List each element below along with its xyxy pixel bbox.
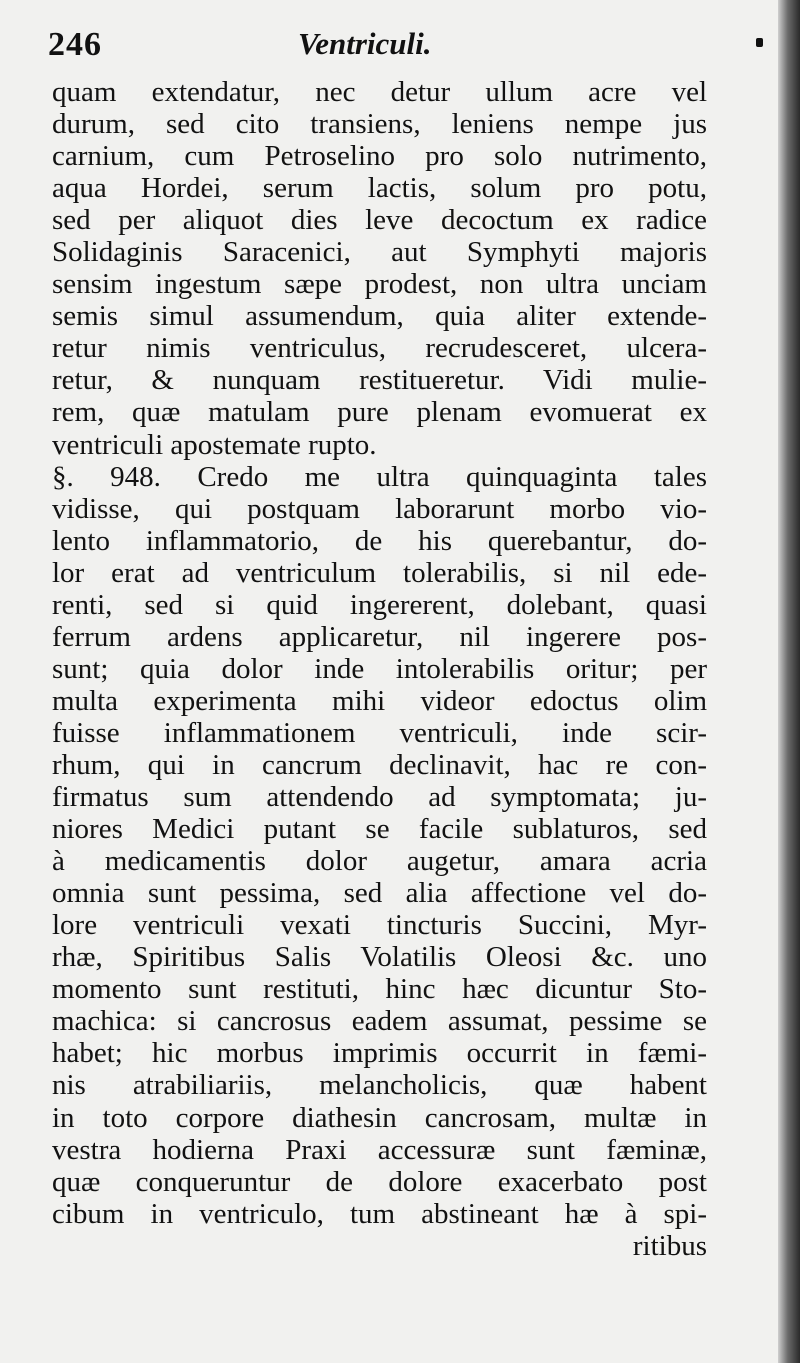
text-line: vidisse, qui postquam laborarunt morbo vio- <box>52 492 707 525</box>
text-line: renti, sed si quid ingererent, dolebant, quasi <box>52 588 707 621</box>
ink-blot-mark <box>756 38 763 47</box>
page-edge-shadow <box>778 0 800 1363</box>
text-line: Solidaginis Saracenici, aut Symphyti majoris <box>52 236 707 269</box>
text-line: ritibus <box>632 1229 707 1262</box>
text-line: semis simul assumendum, quia aliter extende- <box>52 300 707 333</box>
text-line: sed per aliquot dies leve decoctum ex radice <box>52 204 707 237</box>
text-line: omnia sunt pessima, sed alia affectione vel do- <box>52 877 707 910</box>
text-line: in toto corpore diathesin cancrosam, multæ in <box>52 1101 707 1134</box>
text-line: lore ventriculi vexati tincturis Succini, Myr- <box>52 909 707 942</box>
text-line: vestra hodierna Praxi accessuræ sunt fæminæ, <box>52 1133 707 1166</box>
text-line: fuisse inflammationem ventriculi, inde scir- <box>52 716 707 749</box>
text-line: sunt; quia dolor inde intolerabilis oritur; per <box>52 652 707 685</box>
body-text <box>52 76 707 1262</box>
text-line: aqua Hordei, serum lactis, solum pro potu, <box>52 172 707 205</box>
text-line: quæ conqueruntur de dolore exacerbato post <box>52 1165 707 1198</box>
text-line: carnium, cum Petroselino pro solo nutrimento, <box>52 140 707 173</box>
text-line: rem, quæ matulam pure plenam evomuerat ex <box>52 396 707 429</box>
text-line: retur, & nunquam restitueretur. Vidi mulie- <box>52 364 707 397</box>
text-line: multa experimenta mihi videor edoctus olim <box>52 684 707 717</box>
running-title: Ventriculi. <box>298 26 432 61</box>
text-line: quam extendatur, nec detur ullum acre vel <box>52 76 707 108</box>
text-line: §. 948. Credo me ultra quinquaginta tales <box>52 460 707 493</box>
text-line: momento sunt restituti, hinc hæc dicuntur Sto- <box>52 973 707 1006</box>
text-line: ferrum ardens applicaretur, nil ingerere pos- <box>52 620 707 653</box>
text-line: niores Medici putant se facile sublaturos, sed <box>52 813 707 846</box>
text-line: lor erat ad ventriculum tolerabilis, si nil ede- <box>52 556 707 589</box>
page-number: 246 <box>48 26 102 63</box>
text-line: habet; hic morbus imprimis occurrit in fæmi- <box>52 1037 707 1070</box>
text-line: nis atrabiliariis, melancholicis, quæ habent <box>52 1069 707 1102</box>
page-header <box>48 26 708 72</box>
text-line: rhæ, Spiritibus Salis Volatilis Oleosi &c. uno <box>52 941 707 974</box>
text-line: durum, sed cito transiens, leniens nempe jus <box>52 108 707 141</box>
text-line: lento inflammatorio, de his querebantur, do- <box>52 524 707 557</box>
text-line: sensim ingestum sæpe prodest, non ultra unciam <box>52 268 707 301</box>
text-line: machica: si cancrosus eadem assumat, pessime se <box>52 1005 707 1038</box>
text-line: firmatus sum attendendo ad symptomata; ju- <box>52 781 707 814</box>
text-line: ventriculi apostemate rupto. <box>52 428 377 461</box>
text-line: cibum in ventriculo, tum abstineant hæ à spi- <box>52 1197 707 1230</box>
text-line: à medicamentis dolor augetur, amara acria <box>52 845 707 878</box>
text-line: rhum, qui in cancrum declinavit, hac re con- <box>52 748 707 781</box>
text-line: retur nimis ventriculus, recrudesceret, ulcera- <box>52 332 707 365</box>
